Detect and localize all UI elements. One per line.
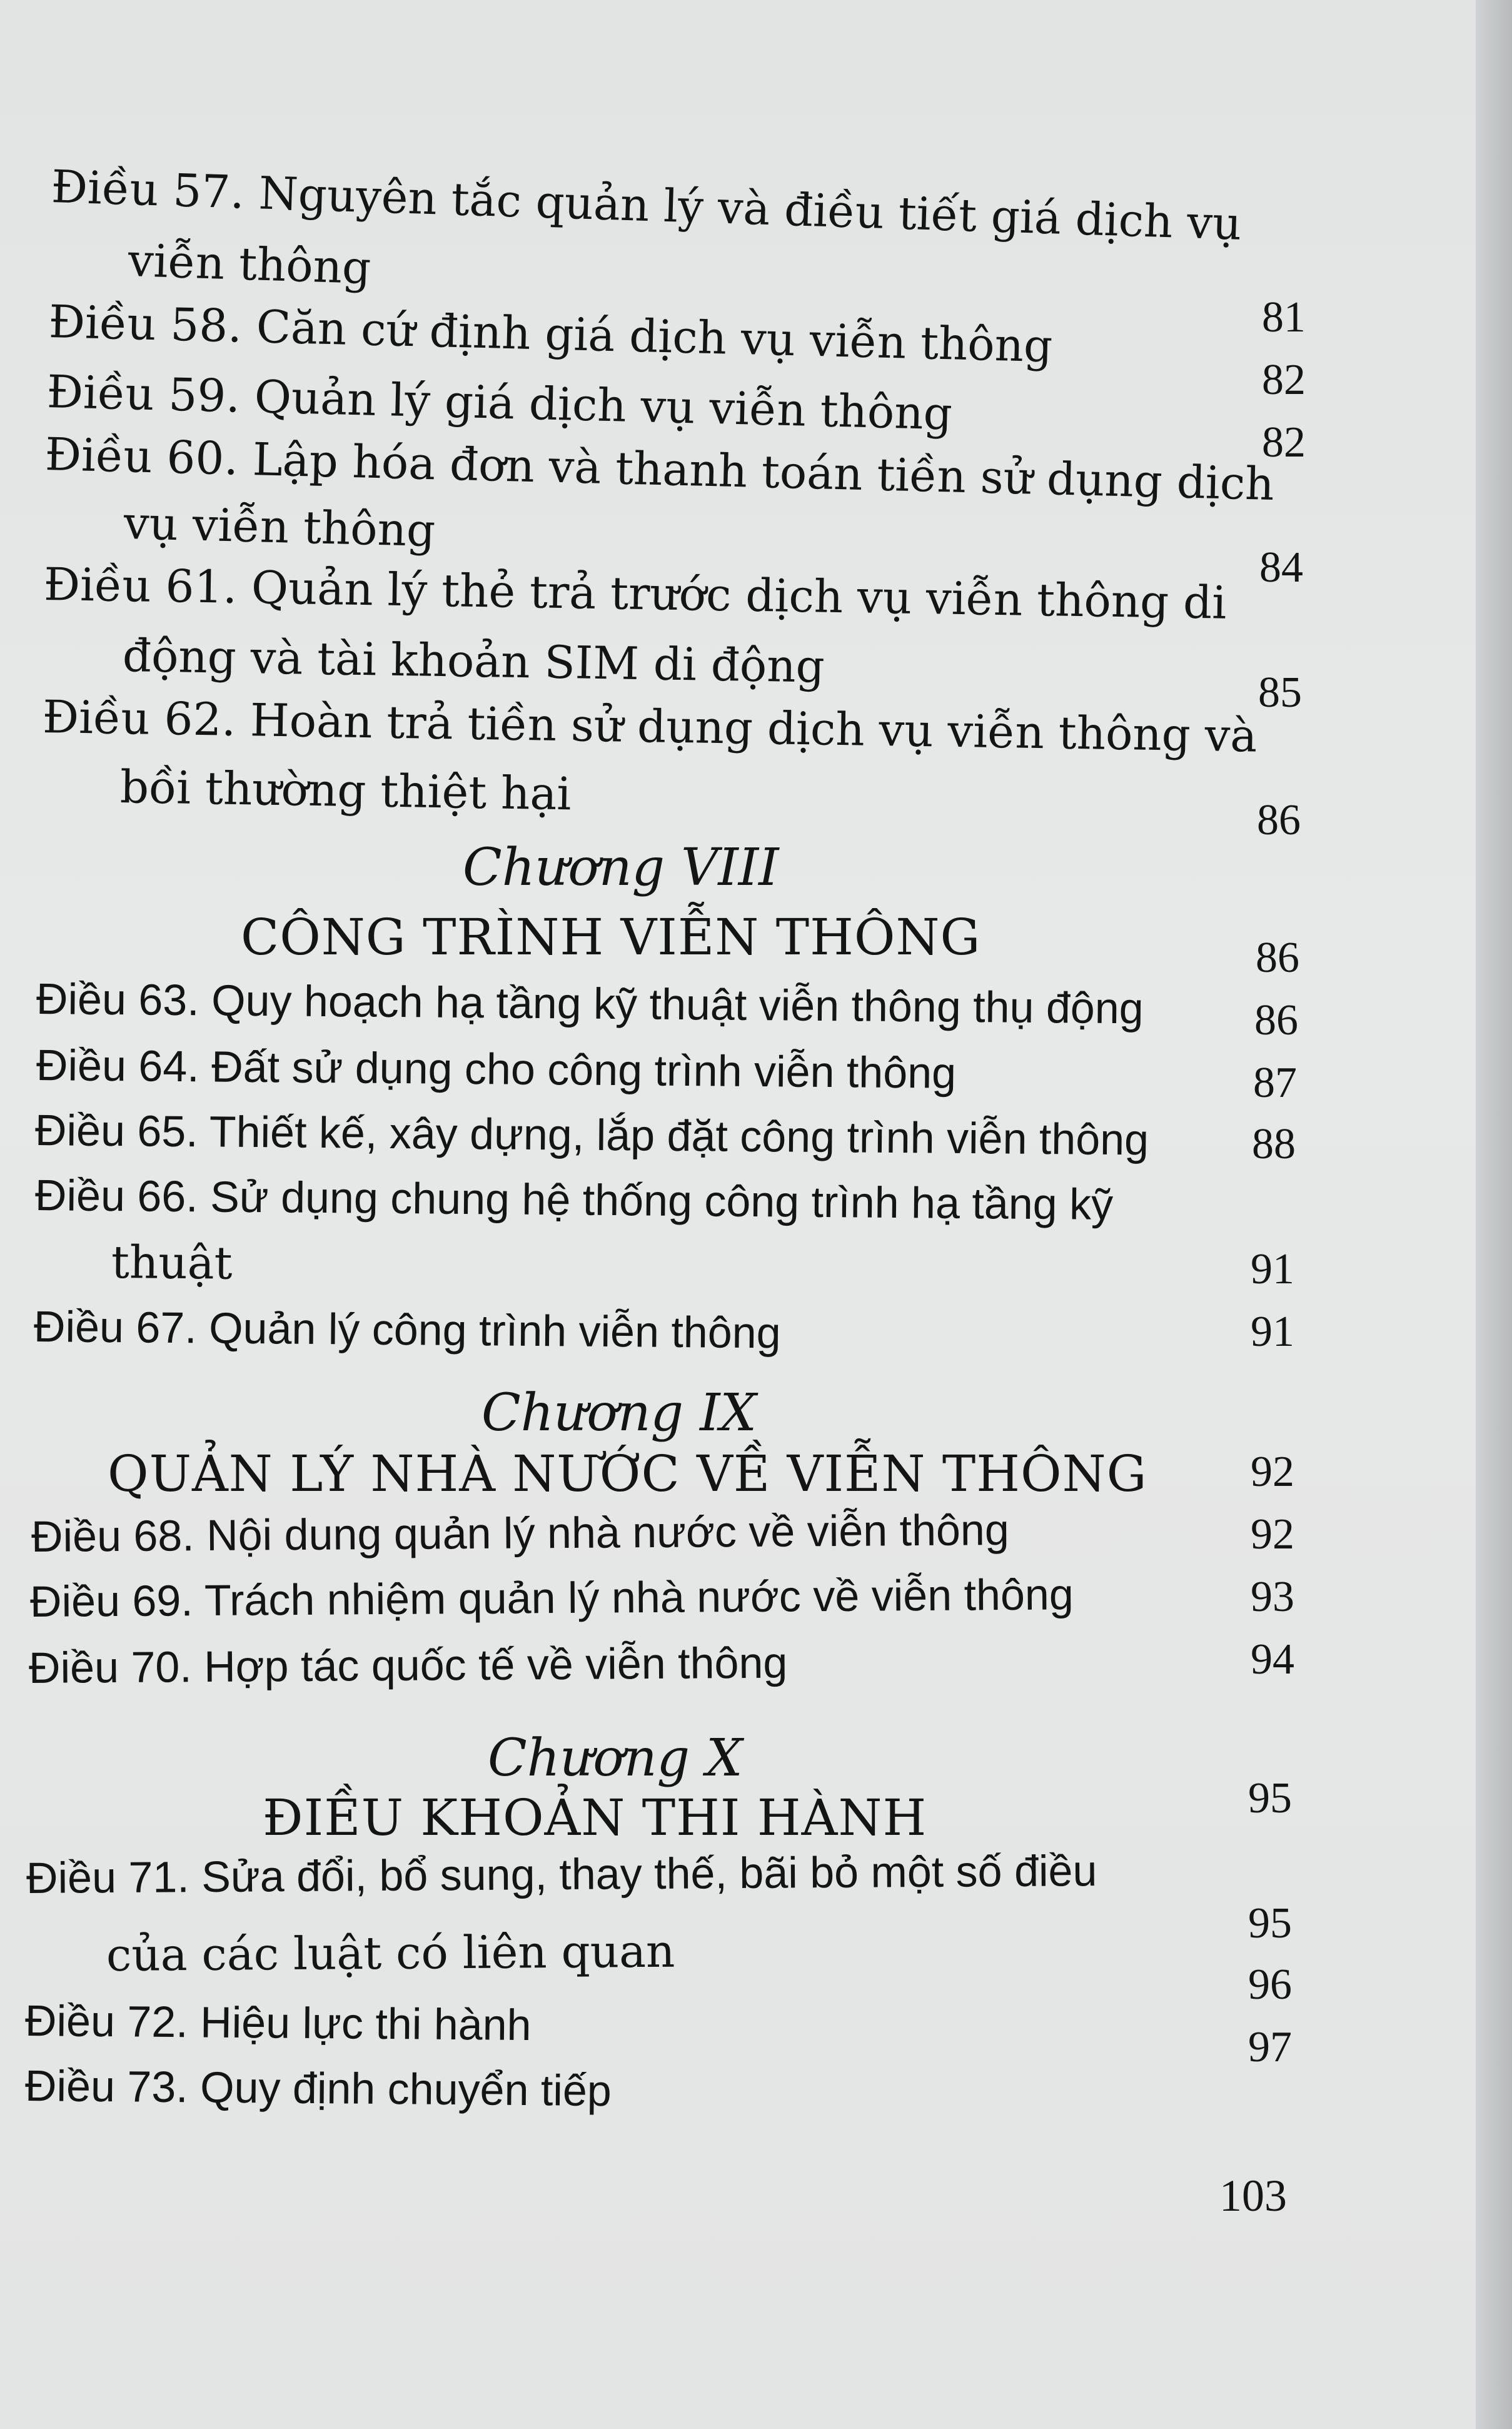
toc-entry-57-line1: Điều 57. Nguyên tắc quản lý và điều tiết giá dịch vụ — [50, 160, 1242, 250]
toc-entry-67: Điều 67. Quản lý công trình viễn thông — [33, 1302, 781, 1358]
page-number: 87 — [1253, 1059, 1297, 1107]
toc-entry-60-line2: vụ viễn thông — [123, 497, 436, 557]
toc-entry-66-line2: thuật — [111, 1236, 233, 1290]
toc-entry-72: Điều 72. Hiệu lực thi hành — [24, 1996, 532, 2050]
page-folio: 103 — [1219, 2171, 1287, 2221]
page-number: 95 — [1248, 1899, 1292, 1947]
toc-entry-64: Điều 64. Đất sử dụng cho công trình viễn thông — [36, 1041, 957, 1098]
page-number: 82 — [1262, 418, 1306, 467]
toc-entry-62-line2: bồi thường thiệt hại — [119, 760, 572, 821]
chapter-9-title: QUẢN LÝ NHÀ NƯỚC VỀ VIỄN THÔNG — [108, 1445, 1147, 1503]
page-number: 91 — [1251, 1308, 1294, 1356]
toc-entry-71-line2: của các luật có liên quan — [106, 1924, 675, 1981]
toc-entry-63: Điều 63. Quy hoạch hạ tầng kỹ thuật viễn thông thụ động — [36, 974, 1144, 1033]
toc-entry-59: Điều 59. Quản lý giá dịch vụ viễn thông — [46, 365, 953, 440]
toc-entry-71-line1: Điều 71. Sửa đổi, bổ sung, thay thế, bãi bỏ một số điều — [26, 1846, 1097, 1902]
page-number: 93 — [1251, 1573, 1294, 1621]
toc-entry-60-line1: Điều 60. Lập hóa đơn và thanh toán tiền sử dụng dịch — [44, 428, 1275, 511]
page-number: 86 — [1254, 996, 1298, 1044]
toc-entry-61-line1: Điều 61. Quản lý thẻ trả trước dịch vụ viễn thông di — [43, 558, 1227, 629]
page-number: 81 — [1262, 293, 1306, 341]
page-number: 96 — [1248, 1961, 1292, 2009]
chapter-8-label: Chương VIII — [463, 838, 779, 897]
toc-entry-70: Điều 70. Hợp tác quốc tế về viễn thông — [28, 1638, 788, 1692]
page-number: 97 — [1248, 2023, 1292, 2071]
page-number: 91 — [1251, 1245, 1294, 1293]
toc-entry-58: Điều 58. Căn cứ định giá dịch vụ viễn thông — [48, 295, 1054, 373]
chapter-9-label: Chương IX — [481, 1383, 757, 1443]
page-number: 94 — [1251, 1635, 1294, 1684]
book-edge — [1476, 0, 1512, 2429]
toc-entry-66-line1: Điều 66. Sử dụng chung hệ thống công trình hạ tầng kỹ — [34, 1171, 1114, 1230]
chapter-10-title: ĐIỀU KHOẢN THI HÀNH — [263, 1789, 927, 1847]
page-number: 86 — [1256, 934, 1299, 982]
chapter-8-title: CÔNG TRÌNH VIỄN THÔNG — [241, 908, 981, 966]
page-number: 82 — [1262, 356, 1306, 404]
toc-entry-62-line1: Điều 62. Hoàn trả tiền sử dụng dịch vụ viễn thông và — [42, 690, 1258, 762]
page-number: 85 — [1258, 669, 1302, 717]
toc-entry-68: Điều 68. Nội dung quản lý nhà nước về viễn thông — [31, 1505, 1010, 1561]
toc-entry-57-line2: viễn thông — [127, 234, 372, 295]
page-number: 92 — [1251, 1510, 1294, 1558]
page-number: 95 — [1248, 1774, 1292, 1822]
toc-entry-61-line2: động và tài khoản SIM di động — [122, 629, 825, 693]
page-number: 86 — [1257, 796, 1301, 844]
page-number: 88 — [1252, 1120, 1296, 1168]
toc-entry-73: Điều 73. Quy định chuyển tiếp — [24, 2061, 612, 2116]
page-number: 84 — [1259, 543, 1303, 592]
toc-entry-69: Điều 69. Trách nhiệm quản lý nhà nước về viễn thông — [29, 1570, 1074, 1626]
page-number: 92 — [1251, 1448, 1294, 1496]
toc-entry-65: Điều 65. Thiết kế, xây dựng, lắp đặt công trình viễn thông — [34, 1106, 1149, 1164]
chapter-10-label: Chương X — [488, 1729, 743, 1788]
